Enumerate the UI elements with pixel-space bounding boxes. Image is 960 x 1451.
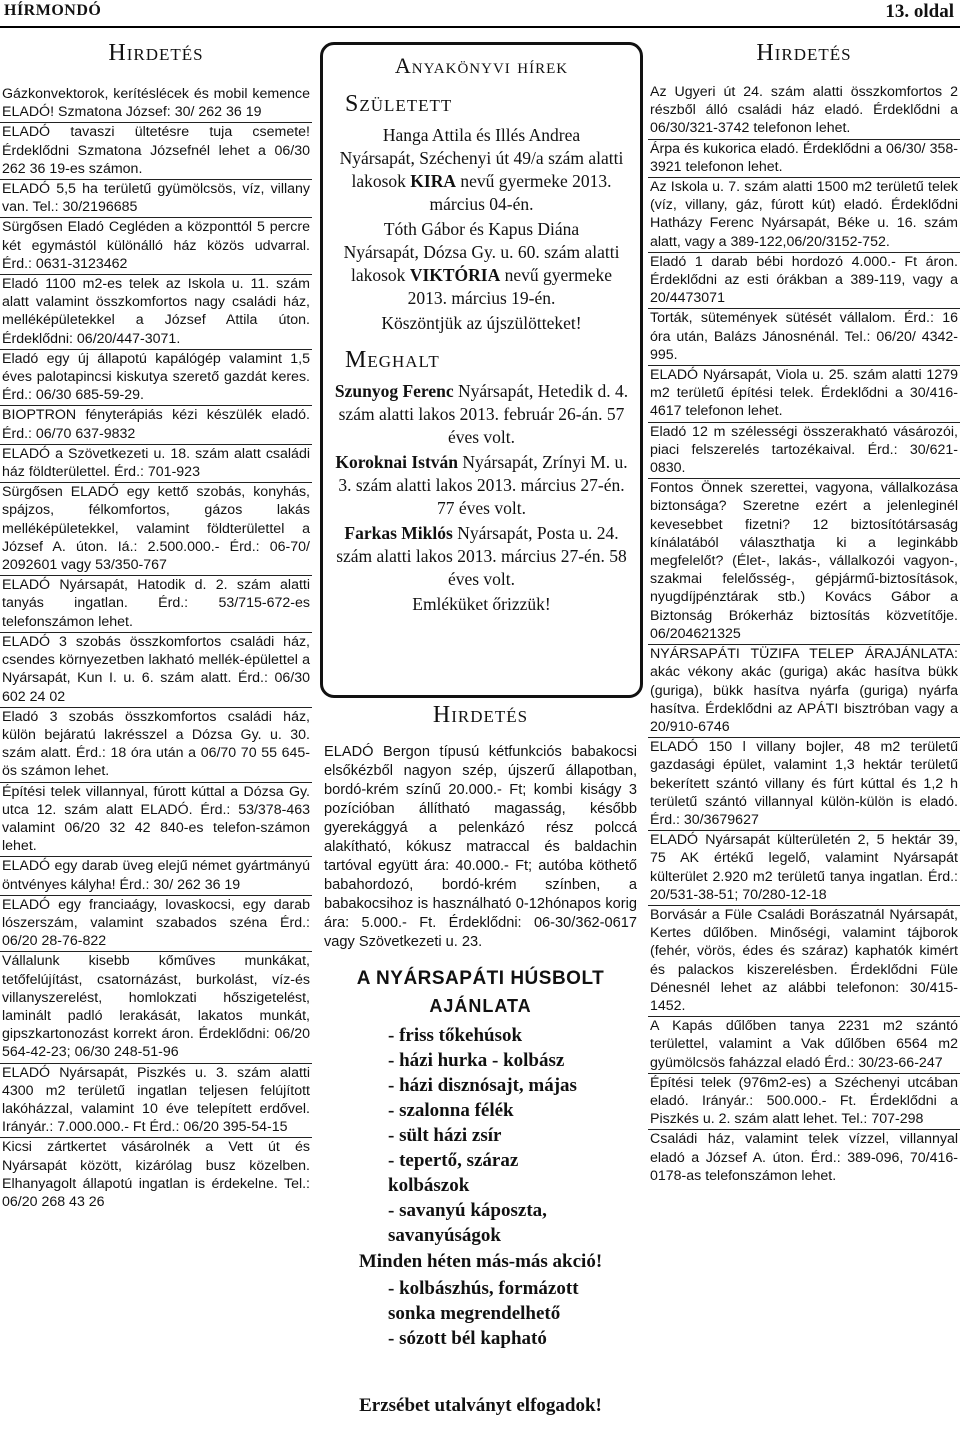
birth-address: Nyársapát, Dózsa Gy. u. 60. szám alatti lakosok [343,242,620,285]
classified-ad: ELADÓ 150 l villany bojler, 48 m2 területű gazdasági épület, valamint 1,3 hektár területű bekerített szántó villany és fúrt kúttal és 1,2 h területű szántó villannyal külön-külön is eladó. Érd.: 30/3679627 [648,738,960,831]
right-section-title: Hirdetés [756,40,852,66]
butcher-item: kolbászok [388,1175,470,1196]
birth-parents: Hanga Attila és Illés Andrea [382,125,581,145]
butcher-item: - friss tőkehúsok [388,1025,523,1046]
butcher-extra [318,1276,643,1351]
butcher-item: - tepertő, száraz [388,1150,519,1171]
classified-ad: ELADÓ egy franciaágy, lovaskocsi, egy darab lószerszám, valamint szabados széna Érd.: 06/20 28-76-822 [0,896,312,953]
butcher-extra-item: - kolbászhús, formázott [388,1278,579,1299]
left-section-title: Hirdetés [108,40,204,66]
birth-date: nevű gyermeke 2013. március 04-én. [429,171,612,214]
butcher-item: savanyúságok [388,1225,501,1246]
butcher-weekly: Minden héten más-más akció! [358,1251,603,1272]
butcher-items [318,1023,643,1248]
classified-ad: Az Ugyeri út 24. szám alatti összkomfortos 2 részből álló családi ház eladó. Érdeklődni a 06/30/321-3742 telefonon lehet. [648,83,960,140]
classified-ad: BIOPTRON fényterápiás kézi készülék eladó. Érd.: 06/70 637-9832 [0,406,312,444]
classified-ad: ELADÓ Nyársapát külterületén 2, 5 hektár 39, 75 AK értékű legelő, valamint Nyársapát külterület 2.920 m2 területű tanya ingatlan. Érd.: 20/531-38-51; 70/280-12-18 [648,831,960,906]
child-name: VIKTÓRIA [409,265,501,285]
deceased-name: Koroknai István [335,452,459,472]
classified-ad: Az Iskola u. 7. szám alatti 1500 m2 területű telek (víz, villany, gáz, fúrott kút) eladó. Érdeklődni Hatházy Ferenc Nyársapát, Béke u. 16. szám alatt, vagy a 389-122,06/20/3152-752. [648,178,960,253]
butcher-item: - házi disznósajt, májas [388,1075,577,1096]
classified-ad: Sürgősen Eladó Cegléden a központtól 5 percre két egymástól különálló ház közös udvarral. Érd.: 0631-3123462 [0,218,312,275]
classified-ad: Sürgősen ELADÓ egy kettő szobás, konyhás, spájzos, félkomfortos, gázos lakás melléképületekkel, valamint földterülettel a József A. úton. Iá.: 2.500.000.- Érd.: 06-70/ 2092601 vagy 53/350-767 [0,483,312,576]
born-title: Született [345,91,453,117]
butcher-item: - savanyú káposzta, [388,1200,547,1221]
birth-address: Nyársapát, Széchenyi út 49/a szám alatti lakosok [339,148,624,191]
registry-title: Anyakönyvi hírek [394,53,569,78]
classified-ad: ELADÓ 5,5 ha területű gyümölcsös, víz, villany van. Tel.: 30/2196685 [0,180,312,218]
birth-date: nevű gyermeke 2013. március 19-én. [407,265,613,308]
deceased-name: Szunyog Ferenc [334,381,454,401]
memory-text: Emléküket őrizzük! [412,594,551,614]
butcher-title: A NYÁRSAPÁTI HÚSBOLT [356,968,605,989]
butcher-footer: Erzsébet utalványt elfogadok! [359,1395,602,1416]
died-title: Meghalt [345,347,440,373]
classified-ad: Eladó egy új állapotú kapálógép valamint 1,5 éves palotapincsi kiskutya szerető gazdát keres. Érd.: 06/30 685-59-29. [0,350,312,407]
classified-ad: Eladó 1100 m2-es telek az Iskola u. 11. szám alatt valamint összkomfortos nagy családi ház, melléképületekkel a József Attila úton. Érdeklődni: 06/20/447-3071. [0,275,312,350]
child-name: KIRA [410,171,456,191]
classified-ad: ELADÓ 3 szobás összkomfortos családi ház, csendes környezetben lakható mellék-épülettel a Nyársapát, Kun I. u. 6. szám alatt. Érd.: 06/30 602 24 02 [0,633,312,708]
middle-column [318,34,643,1446]
birth-entry [333,124,630,216]
middle-ads [318,702,643,1417]
butcher-subtitle: AJÁNLATA [429,996,532,1016]
classified-ad: Gázkonvektorok, kerítéslécek és mobil kemence ELADÓ! Szmatona József: 30/ 262 36 19 [0,85,312,123]
classified-ad: Árpa és kukorica eladó. Érdeklődni a 06/30/ 358-3921 telefonon lehet. [648,140,960,178]
classified-ad: Fontos Önnek szerettei, vagyona, vállalkozása biztonsága? Szeretne ezért a jelenleginél kevesebbet fizetni? 12 biztosítótársaság kínálatából választhatja ki a leginkább megfelelőt? (Élet-, lakás-, vállalkozói vagyon-, szakmai felelősség-, gépjármű-biztosítások, nyugdíjpénztárak stb.) Kovács Gábor a Biztonság Brókerház biztosítás közvetítője. 06/204621325 [648,479,960,645]
birth-parents: Tóth Gábor és Kapus Diána [383,219,580,239]
page-number: 13. oldal [885,1,954,22]
death-details: Nyársapát, Zrínyi M. u. 3. szám alatti lakos 2013. március 27-én. 77 éves volt. [338,452,628,518]
birth-entry [333,218,630,310]
right-column [648,34,960,1446]
death-details: Nyársapát, Hetedik d. 4. szám alatti lakos 2013. február 26-án. 57 éves volt. [338,381,629,447]
classified-ad: Építési telek (976m2-es) a Széchenyi utcában eladó. Irányár.: 500.000.- Ft. Érdeklődni a Piszkés u. 2. szám alatt lehet. Tel.: 707-298 [648,1074,960,1131]
classified-ad: Eladó 12 m szélességi összerakható vásározói, piaci felszerelés tartozékaival. Érd.: 30/621-0830. [648,423,960,480]
classified-ad: Eladó 3 szobás összkomfortos családi ház, külön bejáratú lakrésszel a Dózsa Gy. u. 30. szám alatt. Érd.: 18 óra után a 06/70 70 55 645-ös számon lehet. [0,708,312,783]
death-entry [333,380,630,449]
registry-box [320,42,643,698]
classified-ad: Eladó 1 darab bébi hordozó 4.000.- Ft áron. Érdeklődni az esti órákban a 389-119, vagy a 20/4473071 [648,253,960,310]
newspaper-title: HÍRMONDÓ [4,2,102,19]
middle-ads-title: Hirdetés [432,702,529,728]
died-list [323,380,640,591]
page-header [0,0,960,28]
butcher-item: - sült házi zsír [388,1125,502,1146]
death-details: Nyársapát, Posta u. 24. szám alatti lakos 2013. március 27-én. 58 éves volt. [336,523,627,589]
deceased-name: Farkas Miklós [344,523,453,543]
classified-ad: ELADÓ Nyársapát, Hatodik d. 2. szám alatti tanyás ingatlan. Érd.: 53/715-672-es telefonszámon lehet. [0,576,312,633]
death-entry [333,451,630,520]
classified-ad: A Kapás dűlőben tanya 2231 m2 szántó területtel, valamint a Vak dűlőben 6564 m2 gyümölcsös faházzal eladó Érd.: 30/23-66-247 [648,1017,960,1074]
death-entry [333,522,630,591]
classified-ad: Vállalunk kisebb kőműves munkákat, tetőfelújítást, csatornázást, burkolást, víz-és villanyszerelést, homlokzati hőszigetelést, laminált padló lerakását, lakatos munkát, gipszkartonozást korrekt áron. Érdeklődni: 06/20 564-42-23; 06/30 248-51-96 [0,952,312,1063]
butcher-extra-item: sonka megrendelhető [388,1303,561,1324]
left-ads-list [0,85,312,1212]
classified-ad: Építési telek villannyal, fúrott kúttal a Dózsa Gy. utca 12. szám alatt ELADÓ. Érd.: 53/378-463 valamint 06/20 32 42 840-es telefon-számon lehet. [0,783,312,858]
classified-ad: ELADÓ a Szövetkezeti u. 18. szám alatt családi ház földterülettel. Érd.: 701-923 [0,445,312,483]
classified-ad: ELADÓ tavaszi ültetésre tuja csemete! Érdeklődni Szmatona Józsefnél lehet a 06/30 262 36 19-es számon. [0,123,312,180]
butcher-extra-item: - sózott bél kapható [388,1328,547,1349]
middle-ad-text: ELADÓ Bergon típusú kétfunkciós babakocsi elsőkézből nagyon szép, újszerű állapotban, bordó-krém színű 20.000.- Ft; kombi kiságy 3 pozícióban állítható magasság, később gyerekággyá a pelenkázó rész polccá alakítható, kókusz matraccal és baldachin tartóval együtt ára: 40.000.- Ft; autóba köthető babahordozó, bordó-krém színben, a babakocsihoz is használható 0-12hónapos korig ára: 5.000.- Ft. Érdeklődni: 06-30/362-0617 vagy Szövetkezeti u. 23. [324,744,637,950]
classified-ad: ELADÓ Nyársapát, Viola u. 25. szám alatti 1279 m2 területű építési telek. Érdeklődni a 30/416-4617 telefonon lehet. [648,366,960,423]
butcher-item: - szalonna félék [388,1100,514,1121]
born-list [323,124,640,310]
classified-ad: NYÁRSAPÁTI TÜZIFA TELEP ÁRAJÁNLATA: akác vékony akác (guriga) akác hasítva bükk (guriga), bükk hasítva nyárfa (guriga) nyárfa hasítva. Érdeklődni az APÁTI bisztróban vagy a 20/910-6746 [648,645,960,738]
classified-ad: Családi ház, valamint telek vízzel, villannyal eladó a József A. úton. Érd.: 389-096, 70/416-0178-as telefonszámon lehet. [650,1131,958,1184]
classified-ad: Borvásár a Füle Családi Borászatnál Nyársapát, Kertes dűlőben. Minőségi, valamint tájborok (fehér, vörös, édes és száraz) kaphatók kimért és palackos kiszerelésben. Érdeklődni Füle Dénesnél lehet az alábbi telefonon: 30/415-1452. [648,906,960,1017]
classified-ad: Kicsi zártkertet vásárolnék a Vett út és Nyársapát között, kizárólag busz közelben. Elhanyagolt állapotú ingatlan is érdekelne. Tel.: 06/20 268 43 26 [2,1139,310,1210]
classified-ad: ELADÓ Nyársapát, Piszkés u. 3. szám alatti 4300 m2 területű ingatlan teljesen felújított lakóházzal, valamint 10 éve telepített erdővel. Irányár.: 7.000.000.- Ft Érd.: 06/20 395-54-15 [0,1064,312,1139]
classified-ad: Torták, sütemények sütését vállalom. Érd.: 16 óra után, Balázs Jánosnénál. Tel.: 06/20/ 4342-995. [648,309,960,366]
classified-ad: ELADÓ egy darab üveg elejű német gyártmányú öntvényes kályha! Érd.: 30/ 262 36 19 [0,857,312,895]
left-column [0,34,312,1446]
butcher-item: - házi hurka - kolbász [388,1050,565,1071]
right-ads-list [648,83,960,1186]
congrats-text: Köszöntjük az újszülötteket! [381,313,582,333]
